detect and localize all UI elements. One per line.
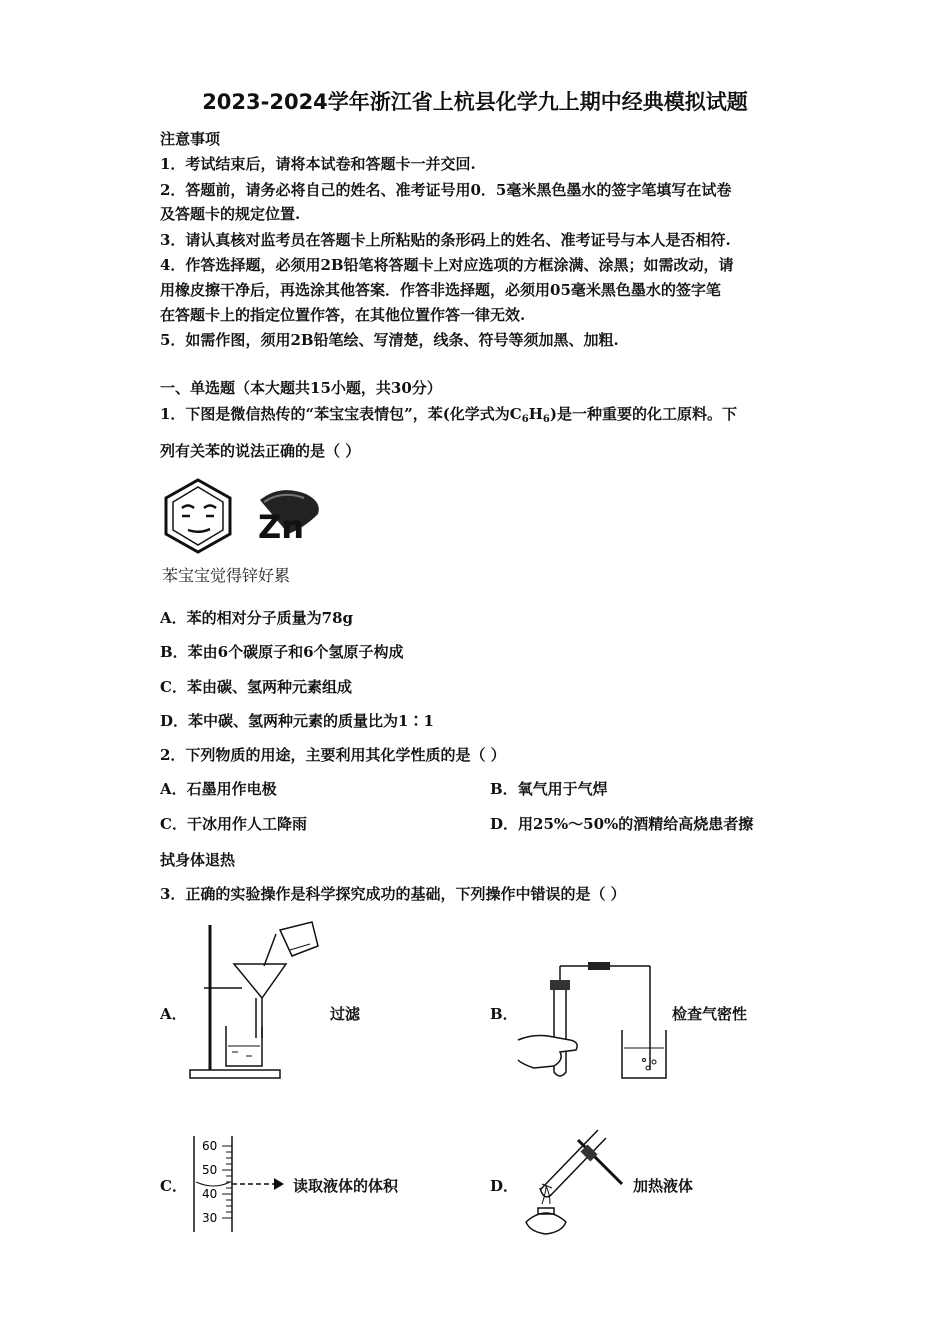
- q3-option-a-caption: 过滤: [330, 1005, 361, 1023]
- heating-liquid-image: [518, 1124, 628, 1236]
- q2-option-c: C．干冰用作人工降雨: [160, 815, 307, 833]
- filtration-apparatus-image: [190, 920, 330, 1085]
- notice-item: 5．如需作图，须用2B铅笔绘、写清楚，线条、符号等须加黑、加粗.: [160, 331, 619, 349]
- q3-option-d-caption: 加热液体: [633, 1177, 694, 1195]
- q1-option-a: A．苯的相对分子质量为78g: [160, 609, 354, 627]
- question-1-stem: 1．下图是微信热传的“苯宝宝表情包”，苯(化学式为$C_6H_6$)是一种重要的化工原料。下: [160, 405, 737, 425]
- notice-item: 3．请认真核对监考员在答题卡上所粘贴的条形码上的姓名、准考证号与本人是否相符.: [160, 231, 731, 249]
- scale-mark: 50: [202, 1163, 218, 1177]
- notice-item: 在答题卡上的指定位置作答，在其他位置作答一律无效.: [160, 306, 526, 324]
- question-3-stem: 3．正确的实验操作是科学探究成功的基础，下列操作中错误的是（ ）: [160, 885, 626, 903]
- graduated-cylinder-image: [190, 1136, 290, 1236]
- q3-option-d-letter: D．: [490, 1177, 519, 1195]
- benzene-emoji-image: [160, 474, 330, 560]
- q2-option-d: D．用25%～50%的酒精给高烧患者擦: [490, 815, 754, 833]
- q3-option-c-caption: 读取液体的体积: [293, 1177, 399, 1195]
- notice-item: 1．考试结束后，请将本试卷和答题卡一并交回.: [160, 155, 476, 173]
- q1-option-b: B．苯由6个碳原子和6个氢原子构成: [160, 643, 404, 661]
- image-caption: 苯宝宝觉得锌好累: [162, 566, 291, 585]
- q2-option-a: A．石墨用作电极: [160, 780, 277, 798]
- q1-option-c: C．苯由碳、氢两种元素组成: [160, 678, 352, 696]
- notice-item: 2．答题前，请务必将自己的姓名、准考证号用0．5毫米黑色墨水的签字笔填写在试卷: [160, 181, 732, 199]
- q3-option-b-letter: B．: [490, 1005, 518, 1023]
- notice-item: 及答题卡的规定位置.: [160, 205, 301, 223]
- question-2-stem: 2．下列物质的用途，主要利用其化学性质的是（ ）: [160, 746, 506, 764]
- scale-mark: 40: [202, 1187, 218, 1201]
- scale-mark: 30: [202, 1211, 218, 1225]
- q3-option-b-caption: 检查气密性: [672, 1005, 748, 1023]
- q2-option-d-continuation: 拭身体退热: [160, 851, 236, 869]
- notice-item: 用橡皮擦干净后，再选涂其他答案．作答非选择题，必须用05毫米黑色墨水的签字笔: [160, 281, 721, 299]
- scale-mark: 60: [202, 1139, 218, 1153]
- page-title: 2023-2024学年浙江省上杭县化学九上期中经典模拟试题: [202, 90, 748, 114]
- airtightness-check-image: [518, 962, 668, 1082]
- q3-option-a-letter: A．: [160, 1005, 187, 1023]
- q2-option-b: B．氧气用于气焊: [490, 780, 608, 798]
- notice-heading: 注意事项: [160, 130, 221, 148]
- question-1-stem-line2: 列有关苯的说法正确的是（ ）: [160, 442, 361, 460]
- section-heading: 一、单选题（本大题共15小题，共30分）: [160, 379, 442, 397]
- notice-item: 4．作答选择题，必须用2B铅笔将答题卡上对应选项的方框涂满、涂黑；如需改动，请: [160, 256, 734, 274]
- zn-label: Zn: [258, 508, 304, 546]
- q1-option-d: D．苯中碳、氢两种元素的质量比为1∶1: [160, 712, 434, 730]
- q3-option-c-letter: C．: [160, 1177, 187, 1195]
